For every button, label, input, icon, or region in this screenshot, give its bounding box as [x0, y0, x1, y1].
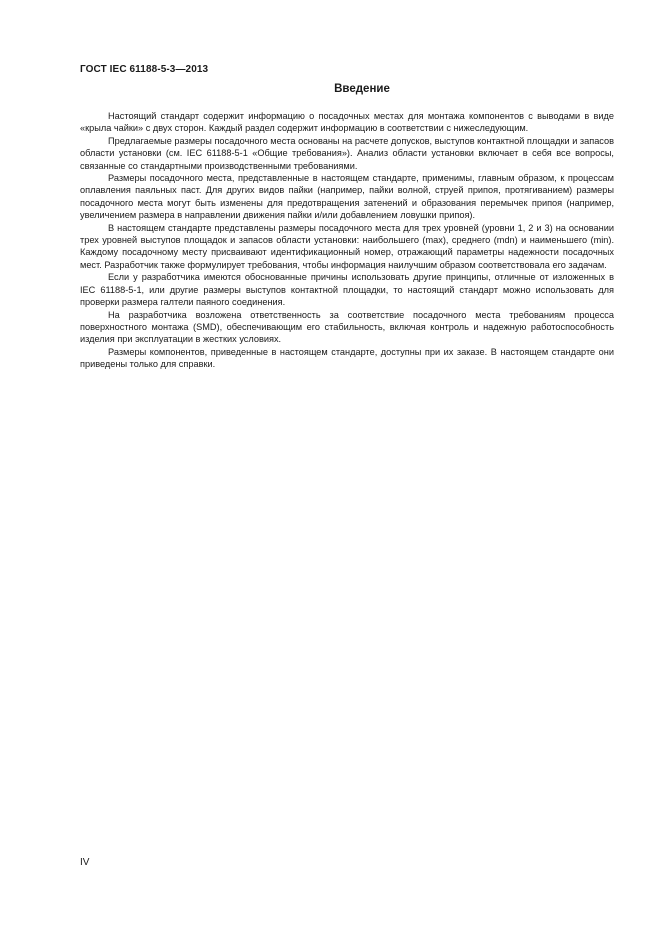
- paragraph: Предлагаемые размеры посадочного места основаны на расчете допусков, выступов контактной площадки и запасов области установки (см. IEC 61188-5-1 «Общие требования»). Анализ области установки включает в себя все вопросы, связанные со стандартными производственными требованиями.: [80, 135, 614, 171]
- paragraph: На разработчика возложена ответственность за соответствие посадочного места требованиям процесса поверхностного монтажа (SMD), обеспечивающим его стабильность, включая контроль и надежную работоспособность изделия при эксплуатации в жестких условиях.: [80, 309, 614, 345]
- paragraph: В настоящем стандарте представлены размеры посадочного места для трех уровней (уровни 1, 2 и 3) на основании трех уровней выступов площадок и запасов области установки: наибольшего (max), среднего (mdn) и наименьшего (min). Каждому посадочному месту присваивают идентификационный номер, отражающий параметры надежности посадочных мест. Разработчик также формулирует требования, чтобы информация наилучшим образом соответствовала его задачам.: [80, 222, 614, 270]
- page-number: IV: [80, 857, 90, 868]
- paragraph: Размеры компонентов, приведенные в настоящем стандарте, доступны при их заказе. В настоящем стандарте они приведены только для справки.: [80, 346, 614, 370]
- paragraph: Настоящий стандарт содержит информацию о посадочных местах для монтажа компонентов с выводами в виде «крыла чайки» с двух сторон. Каждый раздел содержит информацию в соответствии с нижеследующим.: [80, 111, 614, 134]
- paragraph: Размеры посадочного места, представленные в настоящем стандарте, применимы, главным образом, к процессам оплавления паяльных паст. Для других видов пайки (например, пайки волной, струей припоя, протягиванием) размеры посадочного места могут быть изменены для предотвращения затенений и образования перемычек припоя (например, увеличением размера в направлении движения пайки и/или добавлением ловушки припоя).: [80, 173, 614, 221]
- body-text: [80, 110, 614, 371]
- document-header-code: ГОСТ IEC 61188-5-3—2013: [80, 64, 209, 75]
- paragraph: Если у разработчика имеются обоснованные причины использовать другие принципы, отличные от изложенных в IEC 61188-5-1, или другие размеры выступов контактной площадки, то настоящий стандарт можно использовать для проверки размера галтели паяного соединения.: [80, 272, 614, 308]
- section-title: Введение: [334, 83, 390, 95]
